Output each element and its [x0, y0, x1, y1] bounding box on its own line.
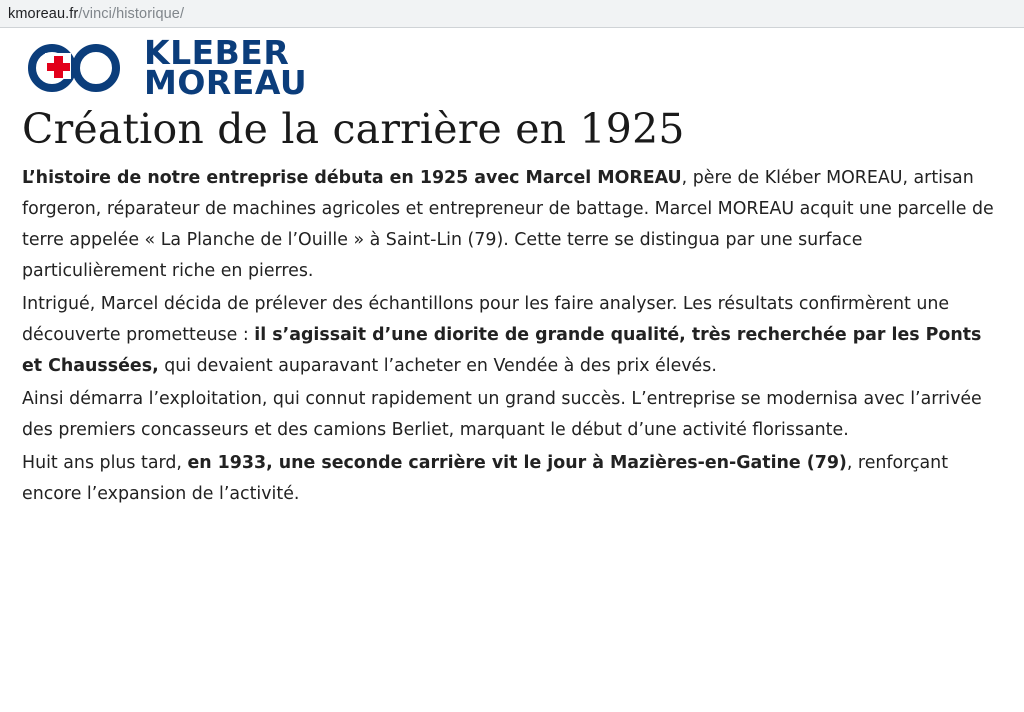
emphasis-text: en 1933, une seconde carrière vit le jour à Mazières-en-Gatine (79)	[187, 452, 847, 473]
body-text-run: , père de Kléber MOREAU, artisan forgeron, réparateur de machines agricoles et entrepreneur de battage. Marcel MOREAU acquit une parcelle de terre appelée « La Planche de l’Ouille » à Saint-Lin (79). Cette terre se distingua par une surface particulièrement riche en pierres.	[22, 168, 994, 281]
logo-line-1: KLEBER	[144, 32, 290, 72]
url-bar[interactable]	[0, 0, 1024, 28]
body-text-run: , renforçant encore l’expansion de l’activité.	[22, 452, 949, 504]
url-path: /vinci/historique/	[78, 5, 185, 22]
emphasis-text: il s’agissait d’une diorite de grande qualité, très recherchée par les Ponts et Chaussées,	[22, 324, 982, 376]
paragraph	[22, 163, 997, 287]
paragraph	[22, 384, 997, 446]
body-text-run: qui devaient auparavant l’acheter en Vendée à des prix élevés.	[158, 355, 717, 376]
site-logo[interactable]	[18, 29, 997, 102]
emphasis-text: L’histoire de notre entreprise débuta en 1925 avec Marcel MOREAU	[22, 168, 682, 188]
logo-line-2: MOREAU	[144, 63, 308, 102]
body-text-run: Intrigué, Marcel décida de prélever des échantillons pour les faire analyser. Les résultats confirmèrent une découverte prometteuse :	[22, 293, 950, 345]
article-body	[22, 163, 997, 510]
logo-wordmark	[144, 32, 308, 102]
paragraph	[22, 448, 997, 510]
kleber-moreau-logo-icon	[18, 44, 138, 92]
body-text-run: Huit ans plus tard,	[22, 452, 188, 473]
page-title: Création de la carrière en 1925	[22, 105, 685, 153]
url-domain: kmoreau.fr	[8, 5, 79, 22]
document-content	[0, 29, 1015, 712]
paragraph	[22, 289, 997, 382]
body-text-run: Ainsi démarra l’exploitation, qui connut rapidement un grand succès. L’entreprise se modernisa avec l’arrivée des premiers concasseurs et des camions Berliet, marquant le début d’une activité florissante.	[22, 388, 982, 440]
